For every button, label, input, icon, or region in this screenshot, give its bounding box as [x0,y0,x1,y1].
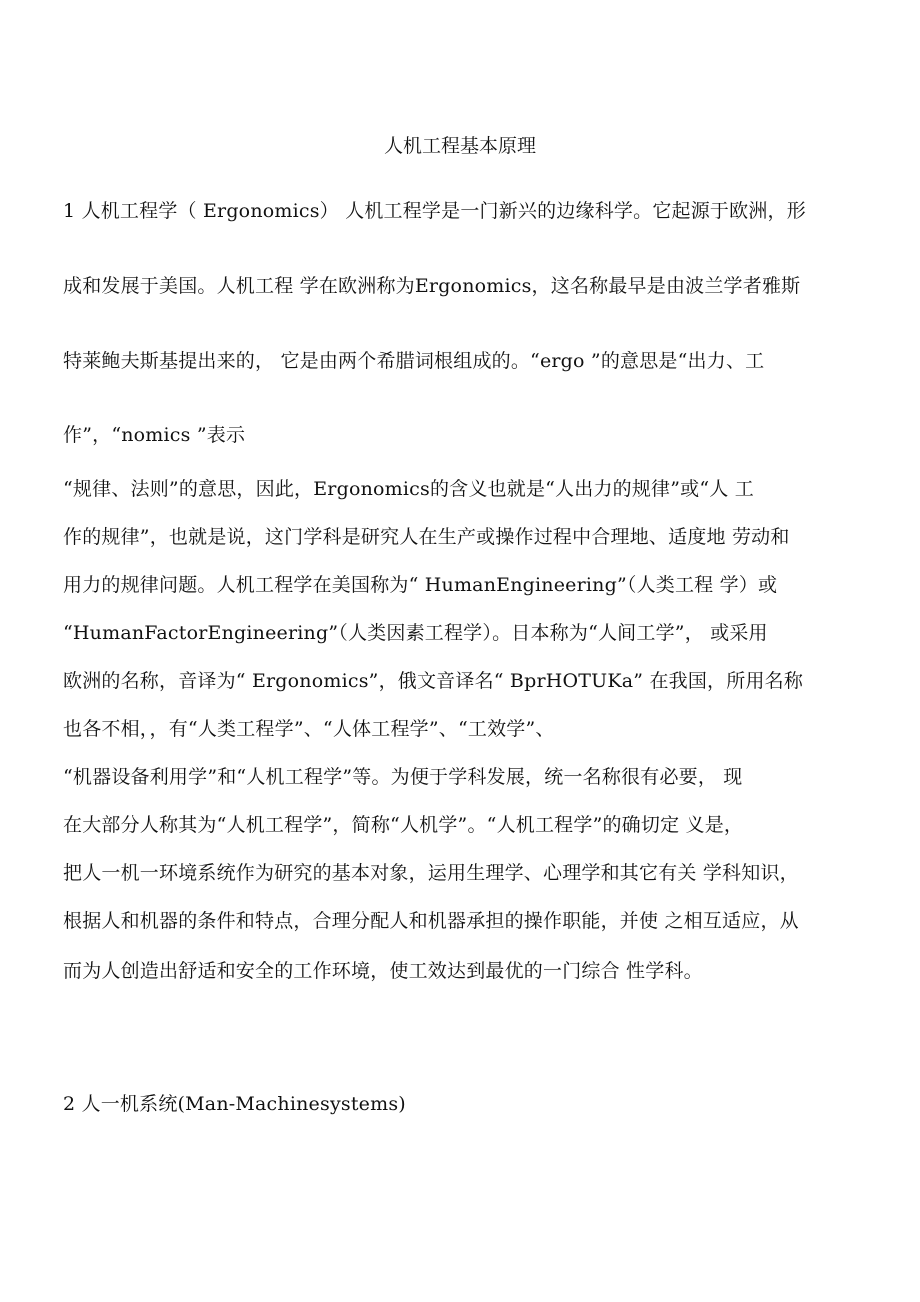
body-line: 根据人和机器的条件和特点，合理分配人和机器承担的操作职能，并使 之相互适应，从 [63,910,799,932]
body-line: “机器设备利用学”和“人机工程学”等。为便于学科发展，统一名称很有必要， 现 [63,766,743,788]
body-line: 成和发展于美国。人机工程 学在欧洲称为Ergonomics，这名称最早是由波兰学者雅斯 [63,275,801,297]
body-line: 把人一机一环境系统作为研究的基本对象，运用生理学、心理学和其它有关 学科知识， [63,862,799,884]
body-line: 也各不相，，有“人类工程学”、“人体工程学”、“工效学”、 [63,718,555,740]
body-line: 而为人创造出舒适和安全的工作环境，使工效达到最优的一门综合 性学科。 [63,960,703,982]
body-line: 作的规律”，也就是说，这门学科是研究人在生产或操作过程中合理地、适度地 劳动和 [63,526,790,548]
body-line: “规律、法则”的意思，因此，Ergonomics的含义也就是“人出力的规律”或“人 工 [63,478,754,500]
body-line: 用力的规律问题。人机工程学在美国称为“ HumanEngineering”（人类工程 学）或 [63,574,778,596]
section-heading: 2 人一机系统(Man-Machinesystems) [63,1093,406,1115]
body-line: 作”，“nomics ”表示 [63,424,246,446]
body-line: “HumanFactorEngineering”（人类因素工程学）。日本称为“人间工学”， 或采用 [63,622,768,644]
page-title: 人机工程基本原理 [383,135,536,157]
body-line: 欧洲的名称，音译为“ Ergonomics”，俄文音译名“ BprHOTUKa” 在我国，所用名称 [63,670,804,692]
body-line: 1 人机工程学（ Ergonomics） 人机工程学是一门新兴的边缘科学。它起源于欧洲，形 [63,200,806,222]
body-line: 在大部分人称其为“人机工程学”，简称“人机学”。“人机工程学”的确切定 义是， [63,814,744,836]
body-line: 特莱鲍夫斯基提出来的， 它是由两个希腊词根组成的。“ergo ”的意思是“出力、工 [63,350,765,372]
